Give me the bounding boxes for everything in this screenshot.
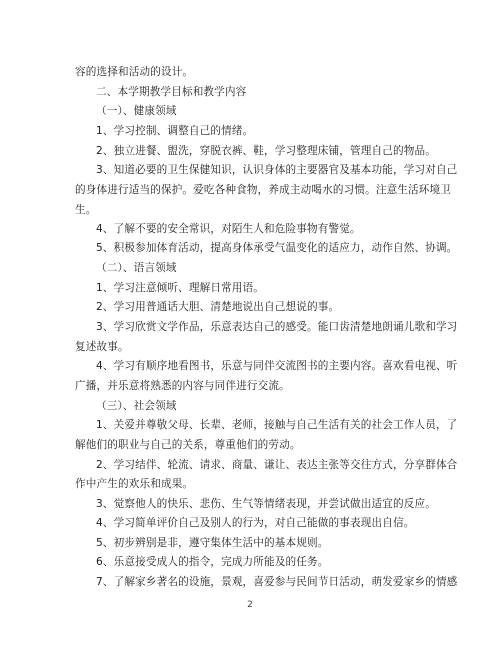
text-line: （一）、健康领域 <box>96 105 177 117</box>
text-line: （三）、社会领域 <box>96 400 177 412</box>
text-line: 2、学习用普通话大胆、清楚地说出自己想说的事。 <box>96 301 340 313</box>
text-line: 二、本学期教学目标和教学内容 <box>96 86 247 98</box>
text-line: 广播，并乐意将熟悉的内容与同伴进行交流。 <box>75 380 290 392</box>
text-line: 5、初步辨别是非，遵守集体生活中的基本规则。 <box>96 537 329 549</box>
text-line: 4、了解不要的安全常识，对陌生人和危险事物有警觉。 <box>96 223 361 235</box>
text-line: 解他们的职业与自己的关系，尊重他们的劳动。 <box>75 439 301 451</box>
text-line: 1、学习控制、调整自己的情绪。 <box>96 125 254 137</box>
text-line: 2、独立进餐、盥洗，穿脱衣裤、鞋，学习整理床铺，管理自己的物品。 <box>96 145 436 157</box>
text-line: 1、关爱并尊敬父母、长辈、老师，接触与自己生活有关的社会工作人员，了 <box>96 419 458 431</box>
text-line: 7、了解家乡著名的设施，景观，喜爱参与民间节日活动，萌发爱家乡的情感 <box>96 576 458 588</box>
text-line: 3、知道必要的卫生保健知识，认识身体的主要器官及基本功能，学习对自己 <box>96 164 458 176</box>
text-line: 复述故事。 <box>75 341 129 353</box>
text-line: 3、觉察他人的快乐、悲伤、生气等情绪表现，并尝试做出适宜的反应。 <box>96 498 436 510</box>
page-number: 2 <box>247 600 253 610</box>
text-line: 生。 <box>75 204 97 216</box>
text-line: 2、学习结伴、轮流、请求、商量、谦让、表达主张等交往方式，分享群体合 <box>96 459 458 471</box>
text-line: 的身体进行适当的保护。爱吃各种食物，养成主动喝水的习惯。注意生活环境卫 <box>75 184 452 196</box>
text-line: 作中产生的欢乐和成果。 <box>75 478 194 490</box>
text-line: 6、乐意接受成人的指令，完成力所能及的任务。 <box>96 556 329 568</box>
text-line: 1、学习注意倾听、理解日常用语。 <box>96 282 265 294</box>
text-line: 容的选择和活动的设计。 <box>75 66 194 78</box>
text-line: 4、学习简单评价自己及别人的行为，对自己能做的事表现出自信。 <box>96 517 415 529</box>
text-line: 4、学习有顺序地看图书，乐意与同伴交流图书的主要内容。喜欢看电视、听 <box>96 360 458 372</box>
text-line: （二）、语言领域 <box>96 262 177 274</box>
text-line: 3、学习欣赏文学作品，乐意表达自己的感受。能口齿清楚地朗诵儿歌和学习 <box>96 321 458 333</box>
text-line: 5、积极参加体育活动，提高身体承受气温变化的适应力，动作自然、协调。 <box>96 242 458 254</box>
